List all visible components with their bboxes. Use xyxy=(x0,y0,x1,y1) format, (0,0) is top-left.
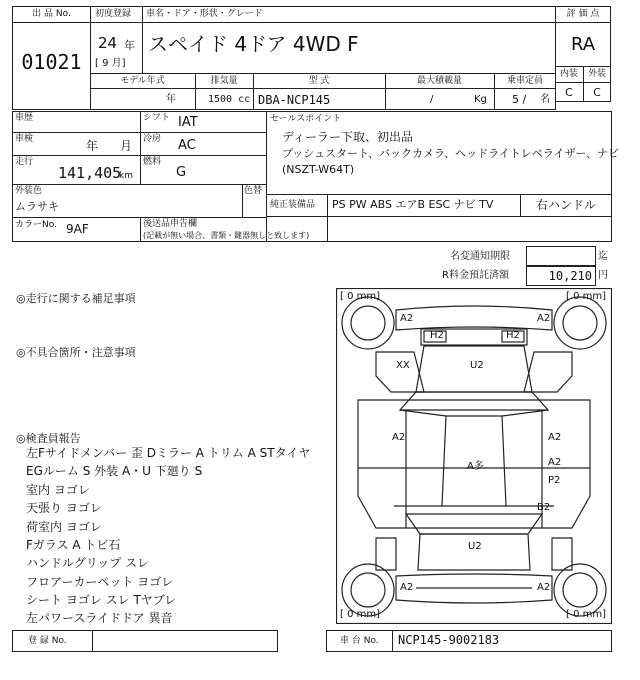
exterior-color-label: 外装色 xyxy=(15,186,43,196)
handle-value: 右ハンドル xyxy=(536,198,597,212)
exterior-label: 外装 xyxy=(587,69,606,79)
damage-right-front-door: A2 xyxy=(548,432,562,443)
model-year-unit: 年 xyxy=(166,94,176,105)
remark-line: Fガラス A トビ石 xyxy=(26,538,121,552)
mileage-label: 走行 xyxy=(15,157,34,167)
first-reg-year: 24 xyxy=(98,34,118,52)
sales-line-2: プッシュスタート、バックカメラ、ヘッドライトレベライザー、ナビ xyxy=(282,147,620,160)
rating-label: 評 価 点 xyxy=(566,9,600,19)
inspector-label: ◎検査員報告 xyxy=(16,432,81,445)
recycle-unit: 円 xyxy=(598,270,608,281)
exterior-color-value: ムラサキ xyxy=(15,200,59,213)
car-damage-diagram xyxy=(336,288,612,624)
history-label: 車歴 xyxy=(15,113,34,123)
color-no-label: カラーNo. xyxy=(15,220,57,230)
car-name: スペイド 4ドア 4WD F xyxy=(148,32,359,56)
remark-line: 左パワースライドドア 異音 xyxy=(26,611,173,625)
remark-line: 荷室内 ヨゴレ xyxy=(26,520,102,534)
first-reg-label: 初度登録 xyxy=(95,9,132,19)
color-change-label: 色替 xyxy=(244,186,263,196)
remark-line: EGルーム S 外装 A・U 下廻り S xyxy=(26,464,203,478)
chassis-value: NCP145-9002183 xyxy=(398,633,500,647)
defect-label: ◎不具合箇所・注意事項 xyxy=(16,346,136,359)
damage-headlight-left: H2 xyxy=(430,330,444,341)
shift-value: IAT xyxy=(178,115,198,130)
sales-line-1: ディーラー下取、初出品 xyxy=(282,130,414,144)
first-reg-month: [ 9 月] xyxy=(95,58,126,69)
damage-right-quarter: B2 xyxy=(537,502,551,513)
sales-label: セールスポイント xyxy=(270,114,342,124)
remark-line: 左Fサイドメンバー 歪 Dミラー A トリム A STタイヤ xyxy=(26,446,311,460)
damage-right-rear-panel: P2 xyxy=(548,475,561,486)
equipment-value: PS PW ABS エアB ESC ナビ TV xyxy=(332,198,494,211)
model-year-label: モデル年式 xyxy=(120,76,165,86)
ac-value: AC xyxy=(178,138,196,153)
lot-number: 01021 xyxy=(21,50,82,74)
ac-label: 冷房 xyxy=(143,134,162,144)
damage-left-front-fender: XX xyxy=(396,360,410,371)
tire-front-left xyxy=(342,297,394,349)
docs-label: 後送品申告欄 xyxy=(143,219,198,229)
remark-line: 室内 ヨゴレ xyxy=(26,483,90,497)
windshield xyxy=(400,392,548,410)
inspection-label: 車検 xyxy=(15,134,34,144)
remark-line: 天張り ヨゴレ xyxy=(26,501,102,515)
rear-gate xyxy=(418,534,530,570)
displacement-label: 排気量 xyxy=(210,76,238,86)
notice-box xyxy=(526,246,596,266)
damage-hood: U2 xyxy=(470,360,484,371)
tire-rr-depth: [ 0 mm] xyxy=(566,609,607,620)
car-name-label: 車名・ドア・形状・グレード xyxy=(146,9,263,19)
notice-label: 名変通知期限 xyxy=(450,251,510,262)
right-rear-quarter xyxy=(552,538,572,570)
damage-rear-gate: U2 xyxy=(468,541,482,552)
tire-rl-depth: [ 0 mm] xyxy=(340,609,381,620)
type-label: 型 式 xyxy=(308,76,330,86)
color-no-value: 9AF xyxy=(66,222,89,236)
damage-left-front-door: A2 xyxy=(392,432,406,443)
reg-label: 登 録 No. xyxy=(28,636,67,646)
max-load-label: 最大積載量 xyxy=(416,76,462,86)
mileage-unit: km xyxy=(119,171,133,181)
sales-line-3: (NSZT-W64T) xyxy=(282,163,355,176)
recycle-label: R料金預託済額 xyxy=(442,270,509,281)
capacity-label: 乗車定員 xyxy=(506,76,543,86)
interior-label: 内装 xyxy=(559,69,578,79)
damage-roof: A多 xyxy=(467,461,484,472)
damage-headlight-right: H2 xyxy=(506,330,520,341)
remark-line: シート ヨゴレ スレ Tヤブレ xyxy=(26,593,177,607)
inspection-month: 月 xyxy=(120,139,133,153)
capacity-unit: 名 xyxy=(540,94,550,105)
first-reg-year-unit: 年 xyxy=(124,39,135,52)
damage-right-rear-door: A2 xyxy=(548,457,562,468)
rear-window xyxy=(406,514,542,534)
tire-fr-depth: [ 0 mm] xyxy=(566,291,607,302)
capacity-value: 5 / xyxy=(512,93,527,106)
notice-unit: 迄 xyxy=(598,251,608,262)
lot-label: 出 品 No. xyxy=(32,9,71,19)
type-value: DBA-NCP145 xyxy=(258,93,331,107)
exterior-grade: C xyxy=(593,86,601,99)
rating-value: RA xyxy=(570,34,596,55)
front-bumper xyxy=(396,306,552,330)
shift-label: シフト xyxy=(143,113,171,123)
remark-line: フロアーカーペット ヨゴレ xyxy=(26,575,174,589)
tire-front-right xyxy=(554,297,606,349)
remark-line: ハンドルグリップ スレ xyxy=(26,556,150,570)
max-load-unit: Kg xyxy=(474,94,487,105)
interior-grade: C xyxy=(565,86,573,99)
docs-note: (記載が無い場合、書類・鍵器無しと致します) xyxy=(143,231,310,240)
fuel-value: G xyxy=(176,165,187,180)
blank-box xyxy=(266,216,612,242)
mileage-value: 141,405 xyxy=(58,164,122,182)
recycle-value: 10,210 xyxy=(548,269,592,283)
damage-front-bumper-right: A2 xyxy=(537,313,551,324)
damage-rear-bumper-left: A2 xyxy=(400,582,414,593)
left-rear-quarter xyxy=(376,538,396,570)
chassis-label: 車 台 No. xyxy=(340,636,379,646)
diagram-frame xyxy=(337,289,612,624)
tire-fl-depth: [ 0 mm] xyxy=(340,291,381,302)
damage-front-bumper-left: A2 xyxy=(400,313,414,324)
running-label: ◎走行に関する補足事項 xyxy=(16,292,136,305)
equipment-label: 純正装備品 xyxy=(270,200,316,210)
damage-rear-bumper-right: A2 xyxy=(537,582,551,593)
inspection-year: 年 xyxy=(86,139,99,153)
max-load-sep: / xyxy=(430,94,434,105)
fuel-label: 燃料 xyxy=(143,157,162,167)
displacement-value: 1500 cc xyxy=(208,94,251,105)
